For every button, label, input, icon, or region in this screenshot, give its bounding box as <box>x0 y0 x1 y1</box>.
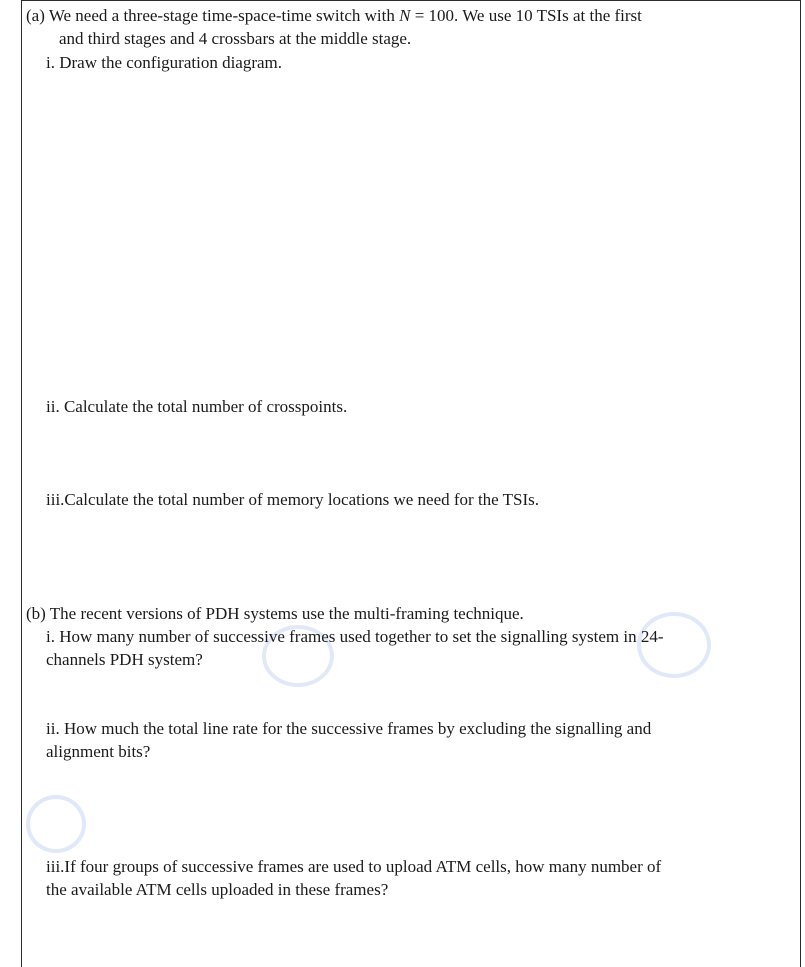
page-top-border <box>21 0 801 1</box>
page-right-border <box>800 0 801 967</box>
part-a-question-3: iii.Calculate the total number of memory locations we need for the TSIs. <box>46 490 540 509</box>
part-b-question-3-continued: the available ATM cells uploaded in these frames? <box>46 880 389 899</box>
part-a-question-1: i. Draw the configuration diagram. <box>46 53 283 72</box>
page-left-border <box>21 0 22 967</box>
part-b-question-1-continued: channels PDH system? <box>46 650 203 669</box>
part-a-intro-text: We need a three-stage time-space-time switch with <box>48 6 395 25</box>
part-b-intro-text: The recent versions of PDH systems use the multi-framing technique. <box>49 604 524 623</box>
watermark-ring <box>26 795 86 853</box>
part-a-intro-equation: = 100. We use 10 TSIs at the first <box>414 6 642 25</box>
part-a-intro-continued: and third stages and 4 crossbars at the middle stage. <box>59 29 412 48</box>
variable-n: N <box>399 6 411 25</box>
part-b-intro <box>26 603 524 625</box>
part-b-question-2: ii. How much the total line rate for the successive frames by excluding the signalling and <box>46 719 652 738</box>
part-b-question-2-continued: alignment bits? <box>46 742 151 761</box>
part-b-question-1: i. How many number of successive frames used together to set the signalling system in 24- <box>46 627 664 646</box>
part-b-question-3: iii.If four groups of successive frames are used to upload ATM cells, how many number of <box>46 857 662 876</box>
part-a-intro <box>26 5 642 27</box>
part-b-label: (b) <box>26 604 46 623</box>
part-a-question-2: ii. Calculate the total number of crosspoints. <box>46 397 348 416</box>
part-a-label: (a) <box>26 6 45 25</box>
